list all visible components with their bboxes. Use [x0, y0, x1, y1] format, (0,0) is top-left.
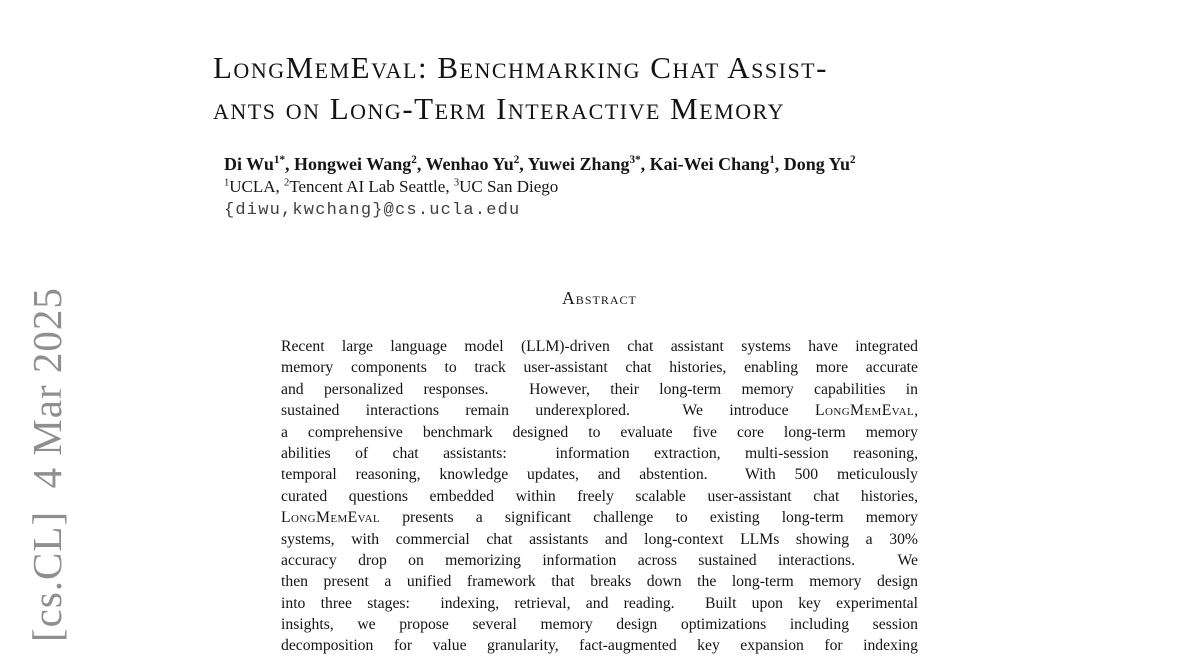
affiliation-superscript: 1	[224, 177, 230, 189]
affiliation-name: UC San Diego	[459, 177, 559, 196]
abstract-line-text: sustained interactions remain underexplored. We introduce	[281, 402, 816, 420]
author-name: Di Wu	[224, 154, 274, 174]
affiliation-superscript: 2	[284, 177, 290, 189]
author-block	[224, 153, 964, 222]
abstract-line-text: abilities of chat assistants: information extraction, multi-session reasoning,	[281, 444, 918, 462]
abstract-line	[281, 400, 918, 421]
abstract-line	[281, 486, 918, 507]
affiliation-separator: ,	[275, 177, 285, 196]
abstract-line	[281, 464, 918, 485]
abstract-line	[281, 336, 918, 357]
author-list	[224, 153, 964, 176]
abstract-line	[281, 443, 918, 464]
abstract-line-text: insights, we propose several memory design optimizations including session	[281, 616, 918, 634]
author-separator: ,	[519, 154, 528, 174]
abstract-line-text: Recent large language model (LLM)-driven chat assistant systems have integrated	[281, 338, 918, 355]
abstract-body	[281, 336, 918, 657]
abstract-line-text: decomposition for value granularity, fact-augmented key expansion for indexing	[281, 637, 918, 655]
affiliation-superscript: 3	[453, 177, 460, 189]
author-separator: ,	[285, 154, 295, 174]
author-affiliation-superscript: 2	[411, 154, 417, 166]
abstract-line	[281, 571, 918, 592]
abstract-line-text: systems, with commercial chat assistants and long-context LLMs showing a 30%	[281, 530, 918, 548]
abstract-line-text: then present a unified framework that breaks down the long-term memory design	[281, 573, 918, 591]
affiliation-name: Tencent AI Lab Seattle	[289, 177, 446, 196]
abstract-line-text: and personalized responses. However, their long-term memory capabilities in	[281, 380, 918, 398]
abstract-line	[281, 550, 918, 571]
abstract-line-text: accuracy drop on memorizing information across sustained interactions. We	[281, 551, 918, 569]
abstract-line	[281, 529, 918, 550]
author-name: Kai-Wei Chang	[649, 154, 770, 174]
abstract-line	[281, 593, 918, 614]
author-name: Yuwei Zhang	[527, 154, 630, 174]
author-affiliation-superscript: 2	[849, 154, 856, 166]
author-separator: ,	[774, 154, 784, 174]
abstract-line-smallcaps: LongMemEval	[815, 402, 915, 420]
abstract-line	[281, 635, 918, 656]
author-affiliation-superscript: 1	[769, 154, 775, 166]
author-affiliation-superscript: 3*	[629, 154, 641, 166]
abstract-line	[281, 422, 918, 443]
abstract-line	[281, 379, 918, 400]
affiliations	[224, 176, 964, 198]
abstract-line-smallcaps: LongMemEval	[281, 509, 381, 527]
paper-title-line2: ants on Long-Term Interactive Memory	[213, 91, 785, 126]
author-name: Wenhao Yu	[425, 154, 514, 174]
author-affiliation-superscript: 1*	[273, 154, 286, 166]
author-separator: ,	[640, 154, 650, 174]
abstract-line	[281, 357, 918, 378]
abstract-line	[281, 614, 918, 635]
abstract-line-text: into three stages: indexing, retrieval, and reading. Built upon key experimental	[281, 594, 918, 612]
affiliation-name: UCLA	[229, 177, 276, 196]
paper-title-line1: LongMemEval: Benchmarking Chat Assist-	[213, 50, 828, 85]
arxiv-watermark: [cs.CL] 4 Mar 2025	[24, 287, 70, 642]
abstract-line-text: memory components to track user-assistant chat histories, enabling more accurate	[281, 359, 918, 377]
abstract-line-text: curated questions embedded within freely scalable user-assistant chat histories,	[281, 487, 918, 505]
abstract-line-text: a comprehensive benchmark designed to evaluate five core long-term memory	[281, 423, 918, 441]
abstract-line-text: ,	[914, 402, 918, 420]
affiliation-separator: ,	[445, 177, 454, 196]
author-name: Dong Yu	[783, 154, 850, 174]
author-affiliation-superscript: 2	[513, 154, 520, 166]
abstract-line-text: temporal reasoning, knowledge updates, and abstention. With 500 meticulously	[281, 466, 918, 484]
contact-email: {diwu,kwchang}@cs.ucla.edu	[224, 201, 521, 220]
abstract-line	[281, 507, 918, 528]
author-separator: ,	[416, 154, 426, 174]
abstract-heading: Abstract	[562, 288, 637, 308]
abstract-line-text: presents a significant challenge to existing long-term memory	[380, 509, 918, 527]
paper-title	[213, 47, 973, 129]
author-name: Hongwei Wang	[294, 154, 412, 174]
